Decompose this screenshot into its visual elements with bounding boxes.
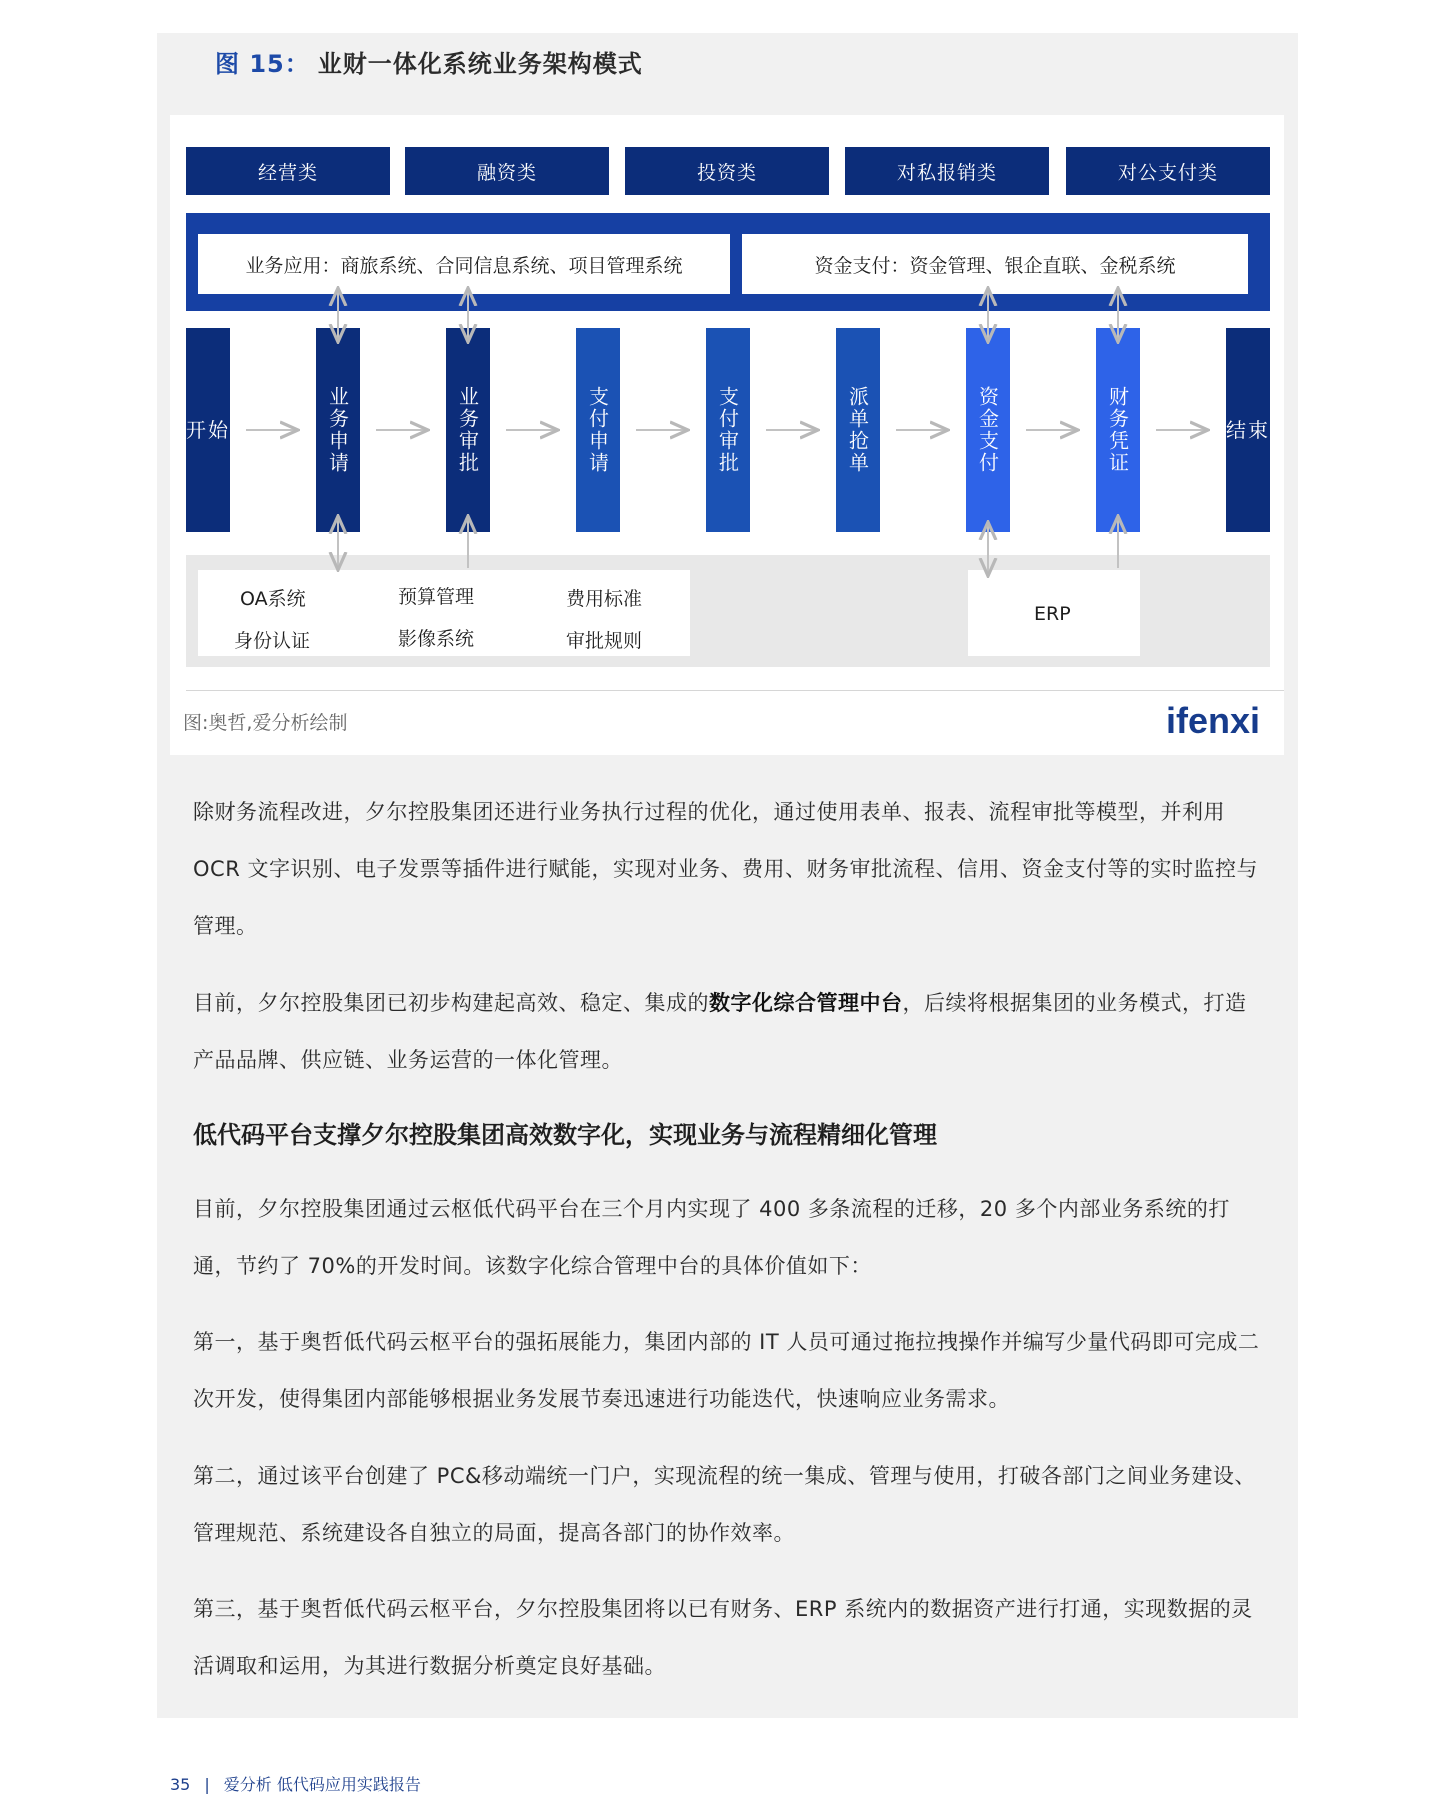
erp-label: ERP bbox=[1034, 603, 1071, 625]
step-start: 开始 bbox=[186, 328, 230, 532]
paragraph-4: 第一，基于奥哲低代码云枢平台的强拓展能力，集团内部的 IT 人员可通过拖拉拽操作并编写少量代码即可完成二次开发，使得集团内部能够根据业务发展节奏迅速进行功能迭代，快速响应业务需求。 bbox=[193, 1330, 1260, 1411]
ifenxi-logo: ifenxi bbox=[1166, 700, 1261, 741]
paragraph-2-part-a: 目前，夕尔控股集团已初步构建起高效、稳定、集成的 bbox=[193, 991, 709, 1015]
step-fund-payment: 资金支付 bbox=[966, 328, 1010, 532]
section-heading: 低代码平台支撑夕尔控股集团高效数字化，实现业务与流程精细化管理 bbox=[193, 1121, 937, 1149]
category-operating: 经营类 bbox=[186, 147, 390, 195]
paragraph-2-part-b: ，后续将根据集团的业务模式，打造产品品牌、供应链、业务运营的一体化管理。 bbox=[193, 991, 1247, 1072]
step-financial-voucher: 财务凭证 bbox=[1096, 328, 1140, 532]
image-system-label: 影像系统 bbox=[398, 628, 475, 650]
paragraph-3: 目前，夕尔控股集团通过云枢低代码平台在三个月内实现了 400 多条流程的迁移，20 多个内部业务系统的打通，节约了 70%的开发时间。该数字化综合管理中台的具体价值如下： bbox=[193, 1197, 1230, 1278]
page-number: 35 bbox=[170, 1775, 191, 1794]
business-application-box: 业务应用：商旅系统、合同信息系统、项目管理系统 bbox=[198, 234, 730, 294]
step-dispatch-order: 派单抢单 bbox=[836, 328, 880, 532]
footer-text: 爱分析 低代码应用实践报告 bbox=[223, 1775, 421, 1794]
fund-payment-box: 资金支付：资金管理、银企直联、金税系统 bbox=[742, 234, 1248, 294]
paragraph-2 bbox=[193, 975, 1263, 1089]
step-business-application: 业务申请 bbox=[316, 328, 360, 532]
category-public-payment: 对公支付类 bbox=[1066, 147, 1270, 195]
flow-arrows bbox=[0, 0, 1442, 800]
step-payment-application: 支付申请 bbox=[576, 328, 620, 532]
paragraph-1: 除财务流程改进，夕尔控股集团还进行业务执行过程的优化，通过使用表单、报表、流程审批等模型，并利用 OCR 文字识别、电子发票等插件进行赋能，实现对业务、费用、财务审批流程、信用、资金支付等的实时监控与管理。 bbox=[193, 800, 1258, 938]
paragraph-6: 第三，基于奥哲低代码云枢平台，夕尔控股集团将以已有财务、ERP 系统内的数据资产进行打通，实现数据的灵活调取和运用，为其进行数据分析奠定良好基础。 bbox=[193, 1597, 1253, 1678]
figure-divider bbox=[186, 690, 1284, 691]
oa-system-label: OA系统 bbox=[240, 588, 306, 610]
page-footer bbox=[170, 1772, 421, 1795]
step-end: 结束 bbox=[1226, 328, 1270, 532]
budget-management-label: 预算管理 bbox=[398, 586, 475, 608]
identity-auth-label: 身份认证 bbox=[234, 630, 311, 652]
figure-credit: 图:奥哲,爱分析绘制 bbox=[183, 712, 348, 734]
approval-rules-label: 审批规则 bbox=[566, 630, 643, 652]
step-payment-approval: 支付审批 bbox=[706, 328, 750, 532]
category-private-reimbursement: 对私报销类 bbox=[845, 147, 1049, 195]
paragraph-5: 第二，通过该平台创建了 PC&移动端统一门户，实现流程的统一集成、管理与使用，打破各部门之间业务建设、管理规范、系统建设各自独立的局面，提高各部门的协作效率。 bbox=[193, 1464, 1256, 1545]
footer-separator: | bbox=[204, 1775, 210, 1794]
figure-number: 图 15： bbox=[215, 50, 310, 78]
category-financing: 融资类 bbox=[405, 147, 609, 195]
category-investment: 投资类 bbox=[625, 147, 829, 195]
expense-standard-label: 费用标准 bbox=[566, 588, 643, 610]
paragraph-2-emphasis: 数字化综合管理中台 bbox=[709, 991, 903, 1015]
step-business-approval: 业务审批 bbox=[446, 328, 490, 532]
figure-title-text: 业财一体化系统业务架构模式 bbox=[317, 50, 643, 78]
